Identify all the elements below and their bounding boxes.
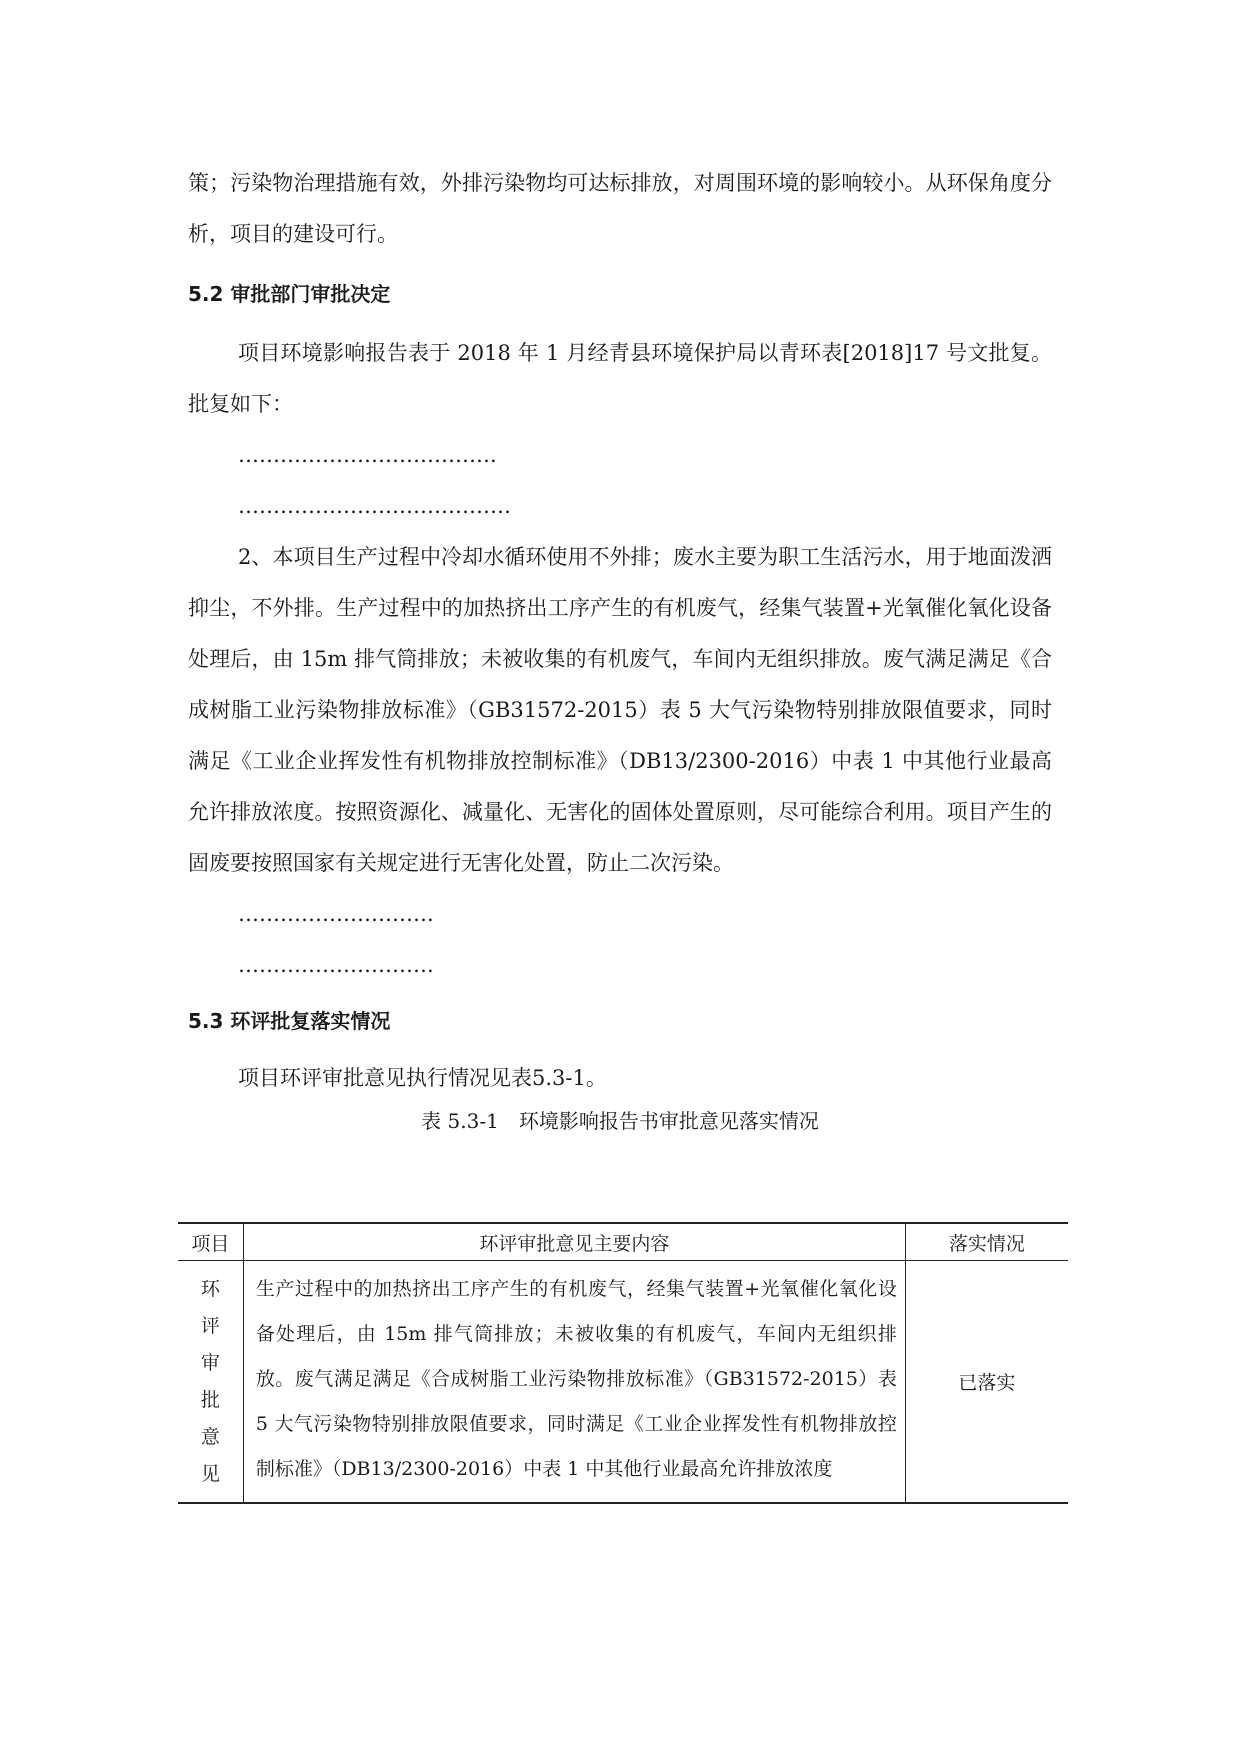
ellipsis-line-3: ……………………….: [238, 902, 434, 926]
table-row: [178, 1261, 1068, 1504]
row-item-cell: [178, 1261, 243, 1504]
ellipsis-line-4: ……………………….: [238, 953, 434, 977]
approval-item-2: 2、本项目生产过程中冷却水循环使用不外排；废水主要为职工生活污水，用于地面泼洒抑尘，不外排。生产过程中的加热挤出工序产生的有机废气，经集气装置+光氧催化氧化设备处理后，由 15m 排气筒排放；未被收集的有机废气，车间内无组织排放。废气满足满足《合成树脂工业污染物排放标准》（GB31572-2015）表 5 大气污染物特别排放限值要求，同时满足《工业企业挥发性有机物排放控制标准》（DB13/2300-2016）中表 1 中其他行业最高允许排放浓度。按照资源化、减量化、无害化的固体处置原则，尽可能综合利用。项目产生的固废要按照国家有关规定进行无害化处置，防止二次污染。: [188, 545, 1052, 875]
ellipsis-line-2: …………………………………: [238, 494, 511, 518]
row-content-cell: 生产过程中的加热挤出工序产生的有机废气，经集气装置+光氧催化氧化设备处理后，由 15m 排气筒排放；未被收集的有机废气，车间内无组织排放。废气满足满足《合成树脂工业污染物排放标准》（GB31572-2015）表 5 大气污染物特别排放限值要求，同时满足《工业企业挥发性有机物排放控制标准》（DB13/2300-2016）中表 1 中其他行业最高允许排放浓度: [243, 1261, 905, 1504]
section-5-3-paragraph: 项目环评审批意见执行情况见表5.3-1。: [238, 1066, 607, 1090]
section-5-2-heading: 5.2 审批部门审批决定: [188, 282, 391, 306]
row-item-label: 环评审批意见: [200, 1277, 220, 1485]
header-content: 环评审批意见主要内容: [243, 1223, 905, 1261]
ellipsis-line-1: ……………………………….: [238, 443, 497, 467]
section-5-2-paragraph: 项目环境影响报告表于 2018 年 1 月经青县环境保护局以青环表[2018]17 号文批复。批复如下：: [188, 341, 1052, 416]
approval-table-container: [178, 1222, 1068, 1504]
intro-paragraph: 策；污染物治理措施有效，外排污染物均可达标排放，对周围环境的影响较小。从环保角度分析，项目的建设可行。: [188, 171, 1052, 246]
table-header-row: [178, 1223, 1068, 1261]
table-caption: 表 5.3-1 环境影响报告书审批意见落实情况: [421, 1109, 819, 1133]
header-item: 项目: [178, 1223, 243, 1261]
header-status: 落实情况: [905, 1223, 1068, 1261]
approval-table: [178, 1222, 1068, 1504]
row-status-cell: 已落实: [905, 1261, 1068, 1504]
section-5-3-heading: 5.3 环评批复落实情况: [188, 1009, 391, 1033]
document-body: [188, 158, 1052, 1138]
